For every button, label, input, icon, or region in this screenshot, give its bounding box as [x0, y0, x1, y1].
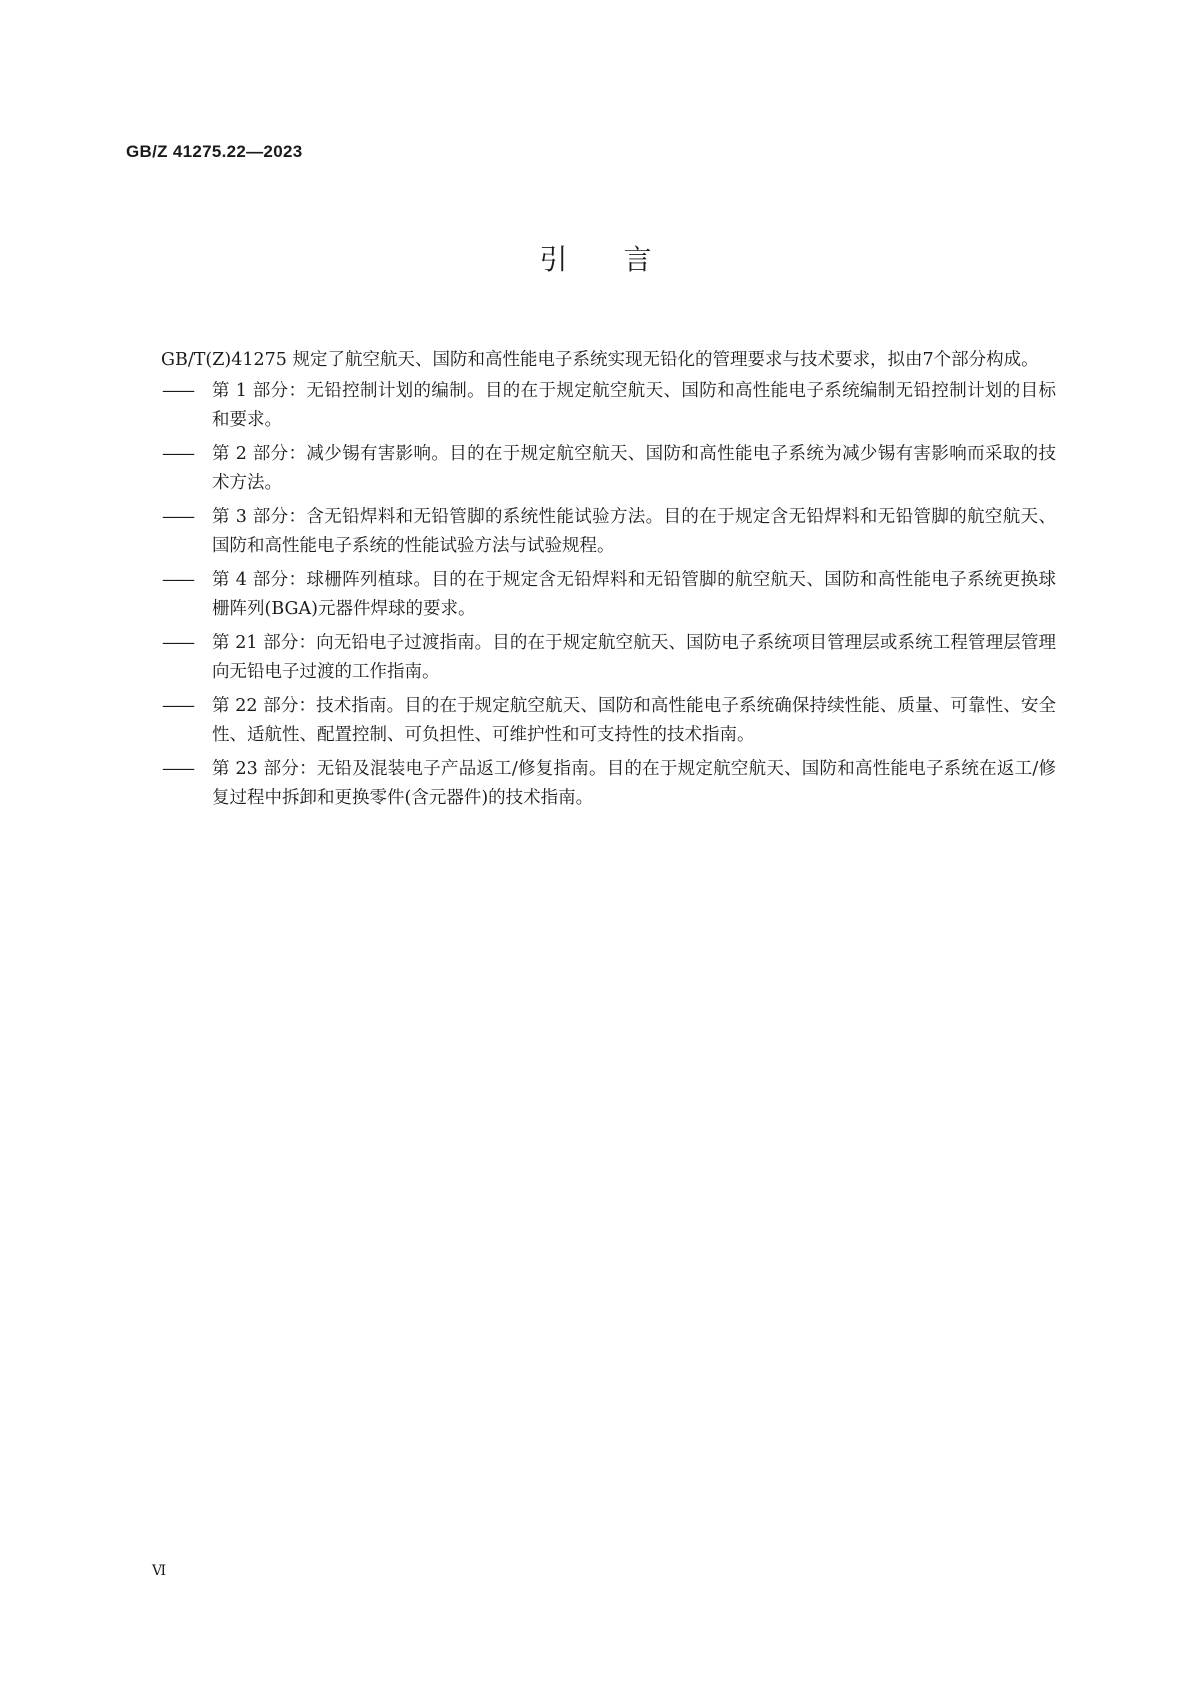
list-dash: ——	[162, 696, 193, 716]
part-text: 第 3 部分：含无铅焊料和无铅管脚的系统性能试验方法。目的在于规定含无铅焊料和无铅管脚的航空航天、国防和高性能电子系统的性能试验方法与试验规程。	[212, 507, 1056, 556]
part-text: 第 21 部分：向无铅电子过渡指南。目的在于规定航空航天、国防电子系统项目管理层或系统工程管理层管理向无铅电子过渡的工作指南。	[212, 633, 1056, 682]
intro-paragraph: GB/T(Z)41275 规定了航空航天、国防和高性能电子系统实现无铅化的管理要求与技术要求，拟由7个部分构成。	[161, 350, 1039, 370]
part-text: 第 22 部分：技术指南。目的在于规定航空航天、国防和高性能电子系统确保持续性能、质量、可靠性、安全性、适航性、配置控制、可负担性、可维护性和可支持性的技术指南。	[212, 696, 1056, 745]
part-text: 第 4 部分：球栅阵列植球。目的在于规定含无铅焊料和无铅管脚的航空航天、国防和高性能电子系统更换球栅阵列(BGA)元器件焊球的要求。	[212, 570, 1056, 619]
page-number: Ⅵ	[152, 1563, 167, 1579]
list-dash: ——	[162, 633, 193, 653]
document-body	[126, 346, 1056, 818]
list-item	[126, 566, 1056, 624]
part-text: 第 2 部分：减少锡有害影响。目的在于规定航空航天、国防和高性能电子系统为减少锡有害影响而采取的技术方法。	[212, 444, 1056, 493]
list-item	[126, 692, 1056, 750]
list-item	[126, 755, 1056, 813]
list-item	[126, 503, 1056, 561]
list-dash: ——	[162, 570, 193, 590]
list-item	[126, 629, 1056, 687]
list-dash: ——	[162, 381, 193, 401]
page-title: 引言	[539, 243, 708, 276]
document-code: GB/Z 41275.22—2023	[126, 142, 303, 161]
list-item	[126, 440, 1056, 498]
list-dash: ——	[162, 507, 193, 527]
list-dash: ——	[162, 759, 193, 779]
list-item	[126, 377, 1056, 435]
parts-list	[126, 377, 1056, 813]
part-text: 第 23 部分：无铅及混装电子产品返工/修复指南。目的在于规定航空航天、国防和高性能电子系统在返工/修复过程中拆卸和更换零件(含元器件)的技术指南。	[212, 759, 1056, 808]
list-dash: ——	[162, 444, 193, 464]
part-text: 第 1 部分：无铅控制计划的编制。目的在于规定航空航天、国防和高性能电子系统编制无铅控制计划的目标和要求。	[212, 381, 1056, 430]
